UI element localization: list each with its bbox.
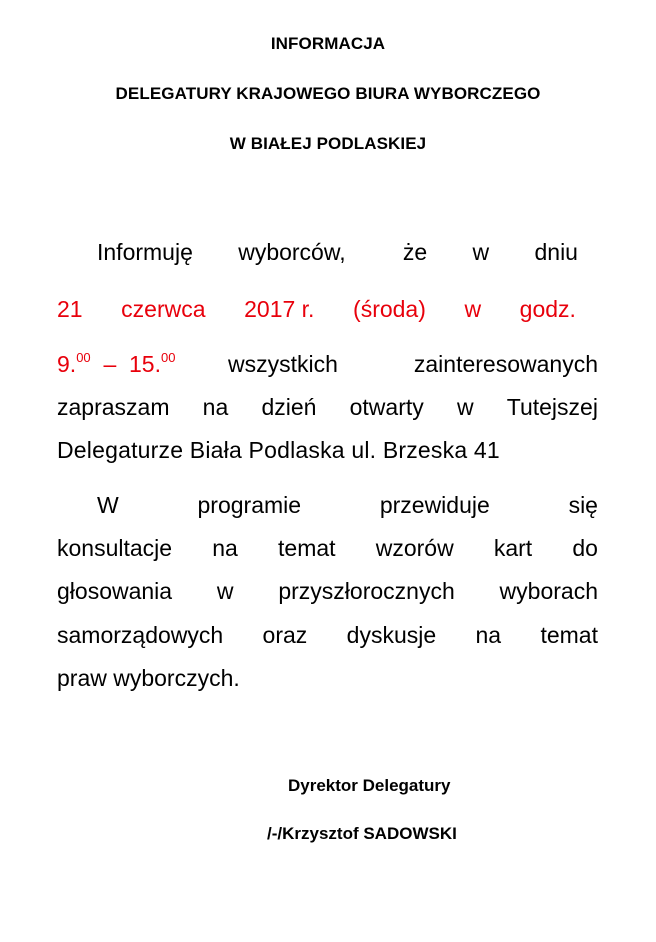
word: otwarty [349,394,424,420]
time-dash: – [103,351,117,377]
word: dniu [534,239,578,265]
word: samorządowych [57,622,224,648]
signature-name: /-/Krzysztof SADOWSKI [267,824,457,843]
paragraph2-line3 [57,577,598,605]
word: wyborach [499,578,598,604]
word: w [472,239,490,265]
word: przyszłorocznych [278,578,455,604]
time-end-minutes: 00 [161,350,176,365]
word: dzień [261,394,317,420]
time-start-minutes: 00 [76,350,91,365]
time-end: 15. [129,351,161,377]
word: W [97,492,119,518]
word: głosowania [57,578,173,604]
word: że [402,239,428,265]
paragraph1-line2-date [57,295,576,323]
date-year: 2017 r. [244,296,315,322]
signature-title: Dyrektor Delegatury [288,776,451,795]
word: oraz [262,622,308,648]
heading-delegation: DELEGATURY KRAJOWEGO BIURA WYBORCZEGO [115,84,541,103]
word: przewiduje [379,492,490,518]
line3-rest [228,350,598,378]
word: programie [197,492,302,518]
time-range [57,351,175,377]
word: kart [493,535,533,561]
word: konsultacje [57,535,173,561]
word: wyborców, [238,239,346,265]
date-month: czerwca [121,296,206,322]
paragraph1-line4 [57,393,598,421]
word: w [464,296,482,322]
word: zapraszam [57,394,170,420]
word: zainteresowanych [413,351,598,377]
paragraph1-line5-address: Delegaturze Biała Podlaska ul. Brzeska 41 [57,437,500,463]
date-day: 21 [57,296,83,322]
date-weekday: (środa) [353,296,426,322]
word: na [212,535,238,561]
word: w [456,394,474,420]
word: w [216,578,234,604]
heading-information: INFORMACJA [270,34,386,53]
word: temat [278,535,336,561]
paragraph2-line4 [57,621,598,649]
paragraph2-line5: praw wyborczych. [57,665,240,691]
paragraph2-line1 [97,491,598,519]
word: na [475,622,502,648]
paragraph2-line2 [57,534,598,562]
word: wzorów [375,535,454,561]
word: dyskusje [346,622,437,648]
word: na [202,394,229,420]
heading-location: W BIAŁEJ PODLASKIEJ [229,134,427,153]
word: godz. [519,296,576,322]
word: Informuję [97,239,193,265]
word: do [572,535,598,561]
paragraph1-line1 [97,238,578,266]
paragraph1-line3 [57,350,598,382]
time-start: 9. [57,351,77,377]
word: się [568,492,598,518]
word: wszystkich [228,351,338,377]
word: Tutejszej [506,394,598,420]
word: temat [540,622,598,648]
